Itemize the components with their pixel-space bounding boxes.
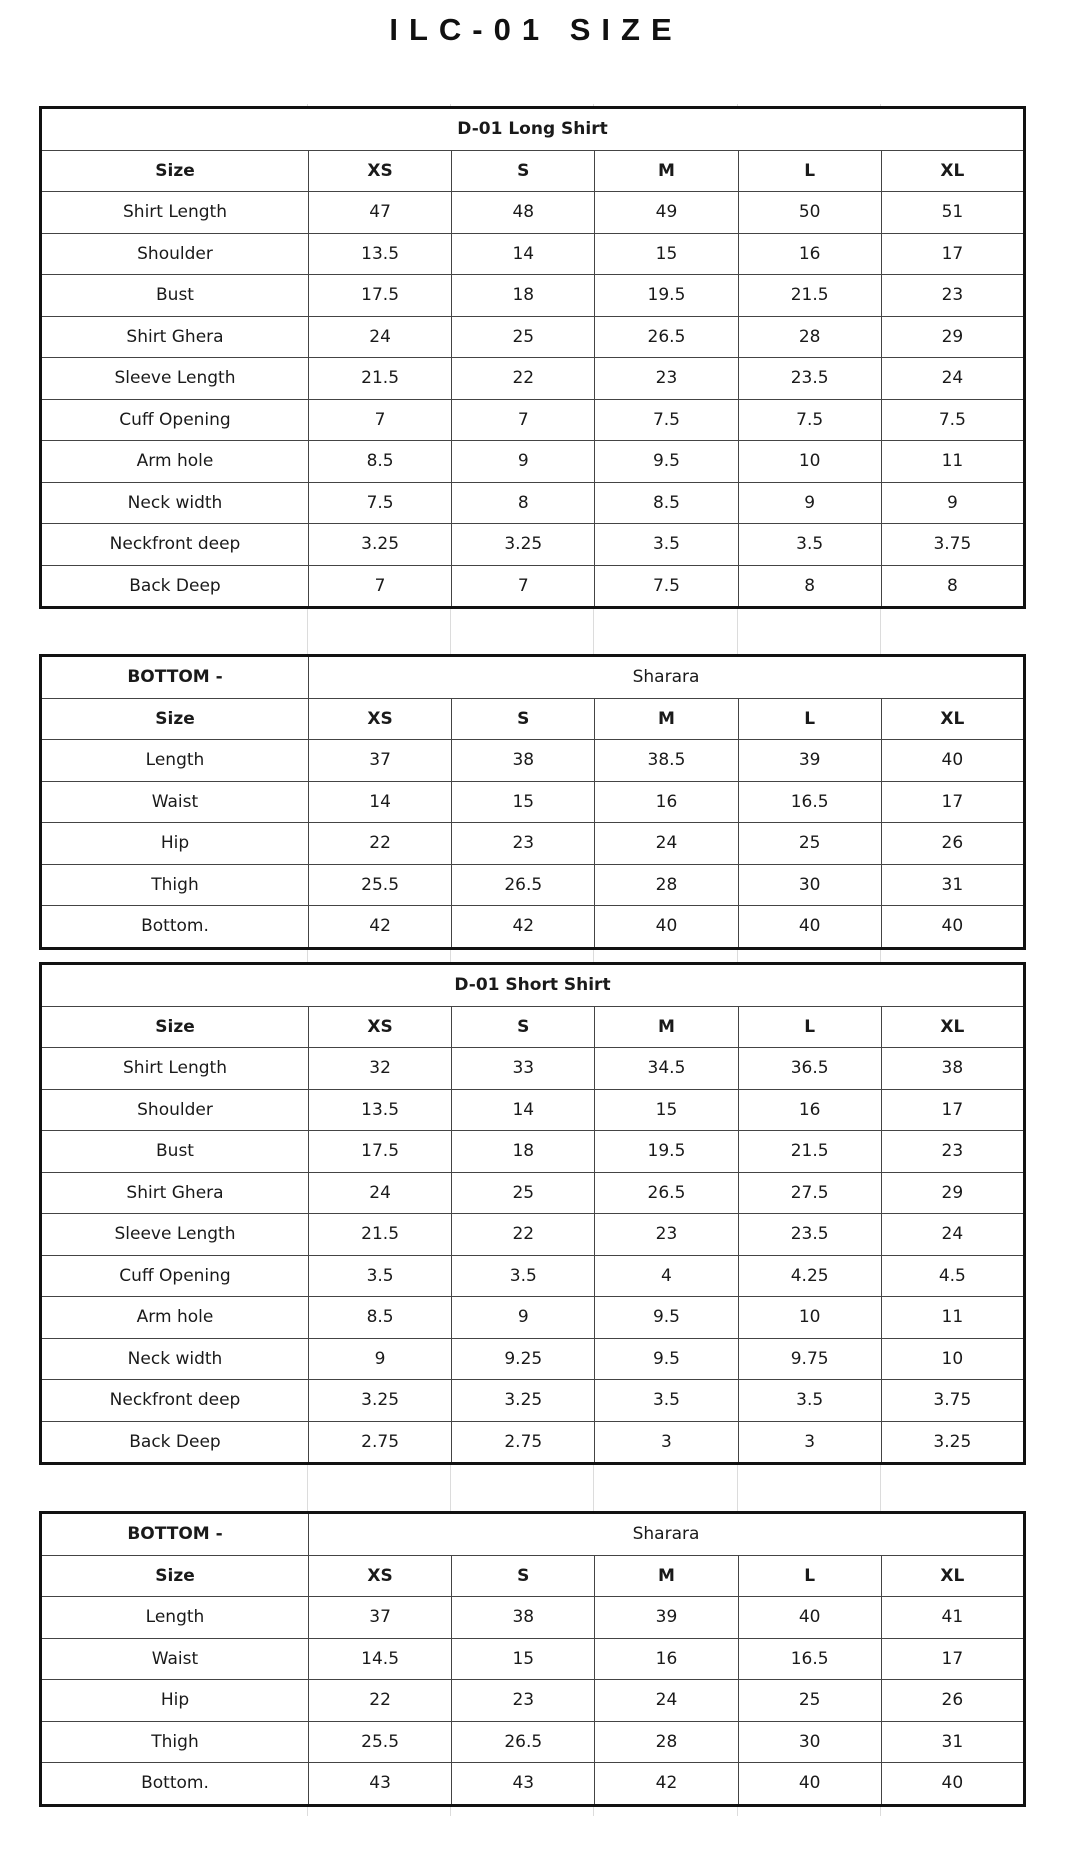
measurement-label: Sleeve Length <box>41 358 309 400</box>
measurement-label: Shoulder <box>41 233 309 275</box>
measurement-label: Sleeve Length <box>41 1214 309 1256</box>
measurement-value: 24 <box>309 1172 452 1214</box>
measurement-label: Shirt Length <box>41 1048 309 1090</box>
measurement-value: 8 <box>452 482 595 524</box>
measurement-value: 17 <box>881 781 1024 823</box>
measurement-value: 7.5 <box>738 399 881 441</box>
size-xs: XS <box>309 150 452 192</box>
measurement-value: 3.5 <box>452 1255 595 1297</box>
table-row <box>41 1214 1025 1256</box>
measurement-value: 25 <box>452 316 595 358</box>
table-title-row <box>41 964 1025 1007</box>
measurement-value: 9.5 <box>595 441 738 483</box>
table-row <box>41 781 1025 823</box>
table-row <box>41 358 1025 400</box>
measurement-label: Bust <box>41 275 309 317</box>
measurement-value: 4 <box>595 1255 738 1297</box>
measurement-value: 7 <box>309 399 452 441</box>
size-m: M <box>595 1555 738 1597</box>
size-l: L <box>738 1555 881 1597</box>
bottom-label: BOTTOM - <box>41 656 309 699</box>
measurement-value: 13.5 <box>309 233 452 275</box>
measurement-value: 25 <box>738 823 881 865</box>
measurement-value: 42 <box>452 906 595 949</box>
measurement-value: 21.5 <box>309 1214 452 1256</box>
measurement-value: 3.25 <box>309 1380 452 1422</box>
size-label: Size <box>41 698 309 740</box>
measurement-value: 16.5 <box>738 1638 881 1680</box>
table-row <box>41 565 1025 608</box>
measurement-value: 38.5 <box>595 740 738 782</box>
measurement-value: 26.5 <box>452 864 595 906</box>
bottom-label: BOTTOM - <box>41 1513 309 1556</box>
measurement-value: 9.25 <box>452 1338 595 1380</box>
measurement-label: Neckfront deep <box>41 524 309 566</box>
measurement-label: Shoulder <box>41 1089 309 1131</box>
table-row <box>41 1680 1025 1722</box>
measurement-value: 33 <box>452 1048 595 1090</box>
measurement-value: 13.5 <box>309 1089 452 1131</box>
measurement-label: Length <box>41 740 309 782</box>
measurement-value: 29 <box>881 316 1024 358</box>
bottom-title-row <box>41 656 1025 699</box>
measurement-value: 15 <box>452 781 595 823</box>
measurement-value: 3.75 <box>881 524 1024 566</box>
measurement-label: Hip <box>41 1680 309 1722</box>
bottom-table-1 <box>39 654 1026 950</box>
measurement-label: Length <box>41 1597 309 1639</box>
measurement-value: 9 <box>309 1338 452 1380</box>
measurement-value: 22 <box>309 823 452 865</box>
measurement-value: 16 <box>595 781 738 823</box>
measurement-value: 8.5 <box>309 441 452 483</box>
measurement-value: 37 <box>309 1597 452 1639</box>
size-xl: XL <box>881 698 1024 740</box>
size-xl: XL <box>881 1006 1024 1048</box>
measurement-value: 23 <box>881 275 1024 317</box>
long-shirt-heading: D-01 Long Shirt <box>41 108 1025 151</box>
measurement-value: 23 <box>595 358 738 400</box>
measurement-value: 3.5 <box>738 1380 881 1422</box>
size-m: M <box>595 698 738 740</box>
measurement-value: 3.25 <box>309 524 452 566</box>
measurement-value: 9 <box>452 441 595 483</box>
bottom-type: Sharara <box>309 1513 1025 1556</box>
measurement-value: 9.75 <box>738 1338 881 1380</box>
long-shirt-table <box>39 106 1026 609</box>
measurement-label: Cuff Opening <box>41 399 309 441</box>
size-xl: XL <box>881 1555 1024 1597</box>
measurement-value: 9.5 <box>595 1297 738 1339</box>
measurement-value: 34.5 <box>595 1048 738 1090</box>
size-header-row <box>41 1555 1025 1597</box>
short-shirt-table <box>39 962 1026 1465</box>
measurement-value: 51 <box>881 192 1024 234</box>
measurement-value: 31 <box>881 1721 1024 1763</box>
measurement-value: 14 <box>309 781 452 823</box>
measurement-value: 24 <box>595 823 738 865</box>
measurement-value: 22 <box>309 1680 452 1722</box>
table-row <box>41 906 1025 949</box>
measurement-value: 14.5 <box>309 1638 452 1680</box>
measurement-value: 9 <box>881 482 1024 524</box>
measurement-value: 22 <box>452 1214 595 1256</box>
measurement-value: 17 <box>881 1638 1024 1680</box>
size-xs: XS <box>309 698 452 740</box>
measurement-value: 16.5 <box>738 781 881 823</box>
measurement-value: 16 <box>738 233 881 275</box>
measurement-value: 50 <box>738 192 881 234</box>
measurement-value: 3.25 <box>452 524 595 566</box>
measurement-value: 14 <box>452 233 595 275</box>
size-header-row <box>41 150 1025 192</box>
size-label: Size <box>41 1555 309 1597</box>
measurement-label: Neck width <box>41 1338 309 1380</box>
measurement-value: 26.5 <box>595 1172 738 1214</box>
measurement-value: 7 <box>452 399 595 441</box>
measurement-value: 3.5 <box>595 524 738 566</box>
table-row <box>41 482 1025 524</box>
table-row <box>41 1131 1025 1173</box>
table-row <box>41 1763 1025 1806</box>
measurement-value: 17 <box>881 1089 1024 1131</box>
table-row <box>41 1172 1025 1214</box>
measurement-value: 3.5 <box>595 1380 738 1422</box>
measurement-value: 7.5 <box>309 482 452 524</box>
table-row <box>41 524 1025 566</box>
measurement-value: 40 <box>881 740 1024 782</box>
measurement-value: 28 <box>738 316 881 358</box>
size-xl: XL <box>881 150 1024 192</box>
measurement-value: 9 <box>738 482 881 524</box>
table-row <box>41 1380 1025 1422</box>
table-row <box>41 1089 1025 1131</box>
measurement-value: 10 <box>881 1338 1024 1380</box>
measurement-value: 17 <box>881 233 1024 275</box>
measurement-value: 36.5 <box>738 1048 881 1090</box>
measurement-value: 40 <box>595 906 738 949</box>
measurement-value: 9.5 <box>595 1338 738 1380</box>
measurement-label: Shirt Ghera <box>41 1172 309 1214</box>
measurement-value: 47 <box>309 192 452 234</box>
measurement-value: 49 <box>595 192 738 234</box>
table-row <box>41 1297 1025 1339</box>
measurement-value: 23 <box>881 1131 1024 1173</box>
measurement-value: 40 <box>738 1597 881 1639</box>
measurement-value: 4.25 <box>738 1255 881 1297</box>
measurement-label: Bottom. <box>41 1763 309 1806</box>
measurement-label: Waist <box>41 781 309 823</box>
measurement-value: 27.5 <box>738 1172 881 1214</box>
table-row <box>41 1421 1025 1464</box>
measurement-value: 48 <box>452 192 595 234</box>
table-row <box>41 1721 1025 1763</box>
measurement-value: 3.5 <box>738 524 881 566</box>
measurement-value: 7.5 <box>595 399 738 441</box>
table-row <box>41 1338 1025 1380</box>
measurement-value: 3.25 <box>452 1380 595 1422</box>
size-xs: XS <box>309 1555 452 1597</box>
measurement-label: Bust <box>41 1131 309 1173</box>
measurement-value: 3.75 <box>881 1380 1024 1422</box>
measurement-value: 26.5 <box>595 316 738 358</box>
measurement-value: 7.5 <box>595 565 738 608</box>
measurement-label: Neckfront deep <box>41 1380 309 1422</box>
measurement-value: 22 <box>452 358 595 400</box>
measurement-value: 10 <box>738 441 881 483</box>
measurement-value: 16 <box>738 1089 881 1131</box>
measurement-value: 19.5 <box>595 275 738 317</box>
table-row <box>41 192 1025 234</box>
measurement-value: 37 <box>309 740 452 782</box>
measurement-value: 19.5 <box>595 1131 738 1173</box>
measurement-value: 42 <box>309 906 452 949</box>
bottom-title-row <box>41 1513 1025 1556</box>
measurement-label: Thigh <box>41 864 309 906</box>
measurement-label: Back Deep <box>41 565 309 608</box>
measurement-value: 39 <box>595 1597 738 1639</box>
size-m: M <box>595 150 738 192</box>
measurement-label: Arm hole <box>41 441 309 483</box>
size-xs: XS <box>309 1006 452 1048</box>
measurement-value: 24 <box>881 358 1024 400</box>
size-label: Size <box>41 1006 309 1048</box>
measurement-value: 3 <box>738 1421 881 1464</box>
size-l: L <box>738 150 881 192</box>
measurement-value: 3.5 <box>309 1255 452 1297</box>
size-header-row <box>41 698 1025 740</box>
measurement-value: 23.5 <box>738 358 881 400</box>
table-row <box>41 399 1025 441</box>
measurement-label: Arm hole <box>41 1297 309 1339</box>
table-row <box>41 740 1025 782</box>
measurement-value: 28 <box>595 864 738 906</box>
measurement-value: 40 <box>738 1763 881 1806</box>
size-s: S <box>452 150 595 192</box>
measurement-value: 23 <box>452 1680 595 1722</box>
size-l: L <box>738 698 881 740</box>
measurement-value: 25 <box>452 1172 595 1214</box>
bottom-type: Sharara <box>309 656 1025 699</box>
size-label: Size <box>41 150 309 192</box>
measurement-value: 24 <box>881 1214 1024 1256</box>
measurement-value: 15 <box>595 233 738 275</box>
measurement-value: 16 <box>595 1638 738 1680</box>
measurement-value: 17.5 <box>309 1131 452 1173</box>
size-s: S <box>452 1555 595 1597</box>
measurement-value: 4.5 <box>881 1255 1024 1297</box>
measurement-value: 40 <box>881 906 1024 949</box>
measurement-label: Waist <box>41 1638 309 1680</box>
table-row <box>41 233 1025 275</box>
measurement-value: 42 <box>595 1763 738 1806</box>
measurement-label: Thigh <box>41 1721 309 1763</box>
measurement-value: 18 <box>452 1131 595 1173</box>
measurement-value: 15 <box>595 1089 738 1131</box>
measurement-value: 21.5 <box>738 1131 881 1173</box>
measurement-value: 8.5 <box>309 1297 452 1339</box>
table-row <box>41 441 1025 483</box>
measurement-value: 28 <box>595 1721 738 1763</box>
measurement-value: 8 <box>738 565 881 608</box>
measurement-label: Neck width <box>41 482 309 524</box>
measurement-value: 23 <box>595 1214 738 1256</box>
measurement-value: 38 <box>452 1597 595 1639</box>
measurement-value: 39 <box>738 740 881 782</box>
size-header-row <box>41 1006 1025 1048</box>
size-s: S <box>452 698 595 740</box>
measurement-value: 26.5 <box>452 1721 595 1763</box>
measurement-value: 30 <box>738 1721 881 1763</box>
measurement-value: 29 <box>881 1172 1024 1214</box>
measurement-value: 41 <box>881 1597 1024 1639</box>
measurement-value: 26 <box>881 823 1024 865</box>
measurement-value: 23.5 <box>738 1214 881 1256</box>
size-s: S <box>452 1006 595 1048</box>
size-m: M <box>595 1006 738 1048</box>
measurement-value: 10 <box>738 1297 881 1339</box>
measurement-value: 38 <box>881 1048 1024 1090</box>
measurement-label: Bottom. <box>41 906 309 949</box>
table-row <box>41 316 1025 358</box>
measurement-value: 43 <box>452 1763 595 1806</box>
measurement-value: 3 <box>595 1421 738 1464</box>
measurement-value: 8 <box>881 565 1024 608</box>
table-row <box>41 823 1025 865</box>
measurement-value: 25 <box>738 1680 881 1722</box>
measurement-value: 18 <box>452 275 595 317</box>
measurement-value: 30 <box>738 864 881 906</box>
bottom-table-2 <box>39 1511 1026 1807</box>
size-l: L <box>738 1006 881 1048</box>
measurement-value: 32 <box>309 1048 452 1090</box>
table-row <box>41 1638 1025 1680</box>
measurement-label: Shirt Length <box>41 192 309 234</box>
measurement-value: 7 <box>452 565 595 608</box>
measurement-value: 21.5 <box>738 275 881 317</box>
measurement-value: 21.5 <box>309 358 452 400</box>
measurement-value: 2.75 <box>452 1421 595 1464</box>
measurement-value: 7.5 <box>881 399 1024 441</box>
measurement-value: 11 <box>881 1297 1024 1339</box>
measurement-label: Shirt Ghera <box>41 316 309 358</box>
table-row <box>41 1048 1025 1090</box>
measurement-label: Hip <box>41 823 309 865</box>
measurement-value: 14 <box>452 1089 595 1131</box>
measurement-value: 31 <box>881 864 1024 906</box>
measurement-value: 3.25 <box>881 1421 1024 1464</box>
measurement-value: 24 <box>309 316 452 358</box>
measurement-value: 7 <box>309 565 452 608</box>
table-row <box>41 864 1025 906</box>
measurement-value: 23 <box>452 823 595 865</box>
measurement-value: 43 <box>309 1763 452 1806</box>
measurement-value: 25.5 <box>309 864 452 906</box>
measurement-value: 11 <box>881 441 1024 483</box>
measurement-value: 26 <box>881 1680 1024 1722</box>
measurement-label: Back Deep <box>41 1421 309 1464</box>
measurement-value: 24 <box>595 1680 738 1722</box>
table-row <box>41 275 1025 317</box>
measurement-value: 2.75 <box>309 1421 452 1464</box>
measurement-value: 17.5 <box>309 275 452 317</box>
table-row <box>41 1255 1025 1297</box>
measurement-value: 9 <box>452 1297 595 1339</box>
table-row <box>41 1597 1025 1639</box>
measurement-label: Cuff Opening <box>41 1255 309 1297</box>
short-shirt-heading: D-01 Short Shirt <box>41 964 1025 1007</box>
measurement-value: 40 <box>738 906 881 949</box>
measurement-value: 25.5 <box>309 1721 452 1763</box>
table-title-row <box>41 108 1025 151</box>
measurement-value: 8.5 <box>595 482 738 524</box>
page-title: ILC-01 SIZE <box>389 12 683 47</box>
measurement-value: 38 <box>452 740 595 782</box>
measurement-value: 40 <box>881 1763 1024 1806</box>
measurement-value: 15 <box>452 1638 595 1680</box>
